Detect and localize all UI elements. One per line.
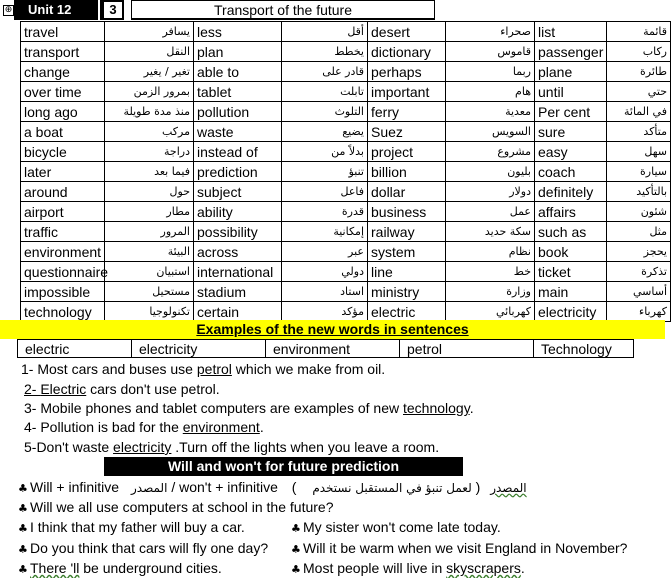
- formula-paren: ): [291, 479, 297, 495]
- vocab-english-word: tablet: [194, 82, 282, 102]
- vocab-english-word: transport: [21, 42, 105, 62]
- vocab-arabic-meaning: سهل: [607, 142, 671, 162]
- vocab-english-word: questionnaire: [21, 262, 105, 282]
- vocab-english-word: around: [21, 182, 105, 202]
- formula-will: Will + infinitive: [30, 479, 120, 495]
- vocab-row: [21, 262, 671, 282]
- vocab-english-word: plane: [535, 62, 607, 82]
- key-word: petrol: [196, 361, 232, 377]
- vocab-arabic-meaning: تابلت: [282, 82, 368, 102]
- example-text: Do you think that cars will fly one day?: [30, 540, 269, 556]
- vocab-arabic-meaning: عبر: [282, 242, 368, 262]
- vocab-arabic-meaning: البيئة: [105, 242, 194, 262]
- vocab-arabic-meaning: النقل: [105, 42, 194, 62]
- vocab-arabic-meaning: دراجة: [105, 142, 194, 162]
- vocab-row: [21, 42, 671, 62]
- vocab-english-word: Suez: [368, 122, 446, 142]
- vocab-english-word: over time: [21, 82, 105, 102]
- vocab-arabic-meaning: يضيع: [282, 122, 368, 142]
- vocab-row: [21, 122, 671, 142]
- example-sentence-2: [24, 381, 220, 397]
- vocab-english-word: dollar: [368, 182, 446, 202]
- vocab-arabic-meaning: نظام: [446, 242, 535, 262]
- sentence-text: 1- Most cars and buses use: [21, 361, 197, 377]
- vocab-row: [21, 102, 671, 122]
- vocab-arabic-meaning: التلوث: [282, 102, 368, 122]
- vocab-english-word: possibility: [194, 222, 282, 242]
- vocab-english-word: ferry: [368, 102, 446, 122]
- vocab-row: [21, 242, 671, 262]
- vocab-arabic-meaning: تكنولوجيا: [105, 302, 194, 322]
- sentence-text: cars don't use petrol.: [86, 381, 220, 397]
- vocab-arabic-meaning: استاد: [282, 282, 368, 302]
- vocab-arabic-meaning: ربما: [446, 62, 535, 82]
- vocab-arabic-meaning: مثل: [607, 222, 671, 242]
- examples-heading: Examples of the new words in sentences: [0, 320, 665, 339]
- example-text: Most people will live in: [303, 560, 447, 576]
- sentence-text: 3- Mobile phones and tablet computers are examples of new: [24, 400, 403, 416]
- formula-arabic-infinitive: المصدر: [490, 481, 527, 495]
- key-word: Electric: [40, 381, 87, 397]
- vocab-arabic-meaning: في المائة: [607, 102, 671, 122]
- key-word: technology: [403, 400, 470, 416]
- vocab-english-word: environment: [21, 242, 105, 262]
- example-sentence-3: [24, 400, 474, 416]
- vocab-arabic-meaning: تنبؤ: [282, 162, 368, 182]
- club-bullet-icon: ♣: [291, 543, 301, 556]
- formula-arabic-note: لعمل تنبؤ في المستقبل نستخدم: [312, 481, 472, 495]
- vocab-english-word: desert: [368, 22, 446, 42]
- vocab-english-word: line: [368, 262, 446, 282]
- example-sentence-1: [21, 361, 385, 377]
- future-example-1: [18, 499, 333, 515]
- vocab-arabic-meaning: حتي: [607, 82, 671, 102]
- vocabulary-table-body: [21, 22, 671, 322]
- vocab-english-word: impossible: [21, 282, 105, 302]
- vocab-arabic-meaning: أساسي: [607, 282, 671, 302]
- vocab-english-word: coach: [535, 162, 607, 182]
- example-sentence-4: [24, 419, 264, 435]
- page-title: Transport of the future: [131, 0, 435, 20]
- future-example-7: [291, 560, 525, 576]
- vocab-english-word: list: [535, 22, 607, 42]
- key-word: environment: [182, 419, 260, 435]
- vocab-english-word: electricity: [535, 302, 607, 322]
- vocab-english-word: billion: [368, 162, 446, 182]
- vocab-english-word: until: [535, 82, 607, 102]
- vocab-arabic-meaning: بدلاً من: [282, 142, 368, 162]
- vocab-english-word: affairs: [535, 202, 607, 222]
- club-bullet-icon: ♣: [18, 543, 28, 556]
- vocab-english-word: less: [194, 22, 282, 42]
- vocab-english-word: ticket: [535, 262, 607, 282]
- unit-number: 3: [100, 0, 124, 20]
- word-box: [17, 339, 634, 358]
- vocab-english-word: Per cent: [535, 102, 607, 122]
- club-bullet-icon: ♣: [18, 563, 28, 576]
- vocab-arabic-meaning: يسافر: [105, 22, 194, 42]
- vocab-arabic-meaning: معدية: [446, 102, 535, 122]
- vocab-arabic-meaning: قاموس: [446, 42, 535, 62]
- vocab-arabic-meaning: تغير / يغير: [105, 62, 194, 82]
- vocab-english-word: stadium: [194, 282, 282, 302]
- vocab-arabic-meaning: قدرة: [282, 202, 368, 222]
- vocab-english-word: instead of: [194, 142, 282, 162]
- sentence-number: 2-: [24, 381, 41, 397]
- vocab-arabic-meaning: قادر على: [282, 62, 368, 82]
- sentence-text: .: [469, 400, 474, 416]
- vocab-english-word: airport: [21, 202, 105, 222]
- vocab-arabic-meaning: عمل: [446, 202, 535, 222]
- example-text: I think that my father will buy a car.: [30, 519, 245, 535]
- example-text: .: [520, 560, 525, 576]
- vocab-arabic-meaning: مشروع: [446, 142, 535, 162]
- vocab-row: [21, 302, 671, 322]
- vocab-arabic-meaning: يخطط: [282, 42, 368, 62]
- club-bullet-icon: ♣: [291, 563, 301, 576]
- word-box-item: Technology: [534, 340, 634, 358]
- vocab-arabic-meaning: كهربائي: [446, 302, 535, 322]
- vocab-arabic-meaning: وزارة: [446, 282, 535, 302]
- vocab-english-word: passenger: [535, 42, 607, 62]
- vocab-english-word: business: [368, 202, 446, 222]
- future-example-6: [18, 560, 222, 576]
- vocab-arabic-meaning: ركاب: [607, 42, 671, 62]
- vocab-english-word: technology: [21, 302, 105, 322]
- vocab-english-word: electric: [368, 302, 446, 322]
- word-box-item: petrol: [400, 340, 534, 358]
- future-prediction-heading: Will and won't for future prediction: [104, 457, 463, 476]
- vocab-english-word: across: [194, 242, 282, 262]
- unit-label: Unit 12: [14, 0, 98, 20]
- vocab-english-word: bicycle: [21, 142, 105, 162]
- vocab-english-word: ability: [194, 202, 282, 222]
- sentence-text: 4- Pollution is bad for the: [24, 419, 183, 435]
- vocab-arabic-meaning: مستحيل: [105, 282, 194, 302]
- vocab-english-word: prediction: [194, 162, 282, 182]
- vocab-row: [21, 22, 671, 42]
- vocab-english-word: system: [368, 242, 446, 262]
- vocab-arabic-meaning: يحجز: [607, 242, 671, 262]
- vocab-arabic-meaning: خط: [446, 262, 535, 282]
- vocab-arabic-meaning: طائرة: [607, 62, 671, 82]
- formula-arabic-infinitive: المصدر: [130, 481, 168, 495]
- vocab-arabic-meaning: مطار: [105, 202, 194, 222]
- formula-wont: / won't + infinitive: [171, 479, 278, 495]
- vocab-row: [21, 282, 671, 302]
- formula-paren: (: [475, 479, 481, 495]
- word-box-row: [18, 340, 634, 358]
- future-example-4: [18, 540, 268, 556]
- vocab-row: [21, 202, 671, 222]
- vocab-arabic-meaning: شئون: [607, 202, 671, 222]
- example-sentence-5: [24, 439, 439, 455]
- vocab-arabic-meaning: المرور: [105, 222, 194, 242]
- vocab-row: [21, 82, 671, 102]
- vocab-arabic-meaning: استبيان: [105, 262, 194, 282]
- table-move-handle-icon[interactable]: ⊕: [4, 5, 13, 15]
- vocab-arabic-meaning: فيما بعد: [105, 162, 194, 182]
- example-text: There 'll: [30, 560, 80, 576]
- vocab-english-word: traffic: [21, 222, 105, 242]
- vocab-arabic-meaning: حول: [105, 182, 194, 202]
- vocab-arabic-meaning: أقل: [282, 22, 368, 42]
- vocab-english-word: such as: [535, 222, 607, 242]
- word-box-item: electric: [18, 340, 132, 358]
- club-bullet-icon: ♣: [291, 522, 301, 535]
- vocab-english-word: travel: [21, 22, 105, 42]
- vocab-row: [21, 62, 671, 82]
- sentence-text: 5-Don't waste: [24, 439, 114, 455]
- vocab-english-word: ministry: [368, 282, 446, 302]
- sentence-text: .Turn off the lights when you leave a room.: [171, 439, 440, 455]
- vocab-arabic-meaning: كهرباء: [607, 302, 671, 322]
- vocab-english-word: important: [368, 82, 446, 102]
- vocab-arabic-meaning: فاعل: [282, 182, 368, 202]
- grammar-formula: [18, 479, 527, 495]
- vocab-english-word: certain: [194, 302, 282, 322]
- vocab-arabic-meaning: سكة حديد: [446, 222, 535, 242]
- future-example-2: [18, 519, 245, 535]
- vocab-english-word: later: [21, 162, 105, 182]
- word-box-item: electricity: [132, 340, 266, 358]
- vocab-english-word: long ago: [21, 102, 105, 122]
- vocab-arabic-meaning: بالتأكيد: [607, 182, 671, 202]
- vocab-english-word: definitely: [535, 182, 607, 202]
- vocab-row: [21, 142, 671, 162]
- vocab-arabic-meaning: إمكانية: [282, 222, 368, 242]
- vocab-english-word: a boat: [21, 122, 105, 142]
- vocab-arabic-meaning: مؤكد: [282, 302, 368, 322]
- example-text: Will it be warm when we visit England in November?: [303, 540, 628, 556]
- vocab-english-word: dictionary: [368, 42, 446, 62]
- vocab-english-word: main: [535, 282, 607, 302]
- vocab-english-word: plan: [194, 42, 282, 62]
- header-bar: [0, 0, 665, 21]
- future-example-3: [291, 519, 501, 535]
- club-bullet-icon: ♣: [18, 482, 28, 495]
- vocab-english-word: sure: [535, 122, 607, 142]
- vocab-row: [21, 182, 671, 202]
- vocab-english-word: perhaps: [368, 62, 446, 82]
- vocab-arabic-meaning: سيارة: [607, 162, 671, 182]
- vocab-arabic-meaning: بليون: [446, 162, 535, 182]
- example-text: be underground cities.: [79, 560, 222, 576]
- vocab-arabic-meaning: مركب: [105, 122, 194, 142]
- vocab-english-word: easy: [535, 142, 607, 162]
- word-box-item: environment: [266, 340, 400, 358]
- future-example-5: [291, 540, 627, 556]
- vocab-arabic-meaning: صحراء: [446, 22, 535, 42]
- vocab-arabic-meaning: متأكد: [607, 122, 671, 142]
- vocab-arabic-meaning: دولي: [282, 262, 368, 282]
- example-text: skyscrapers: [446, 560, 521, 576]
- key-word: electricity: [113, 439, 172, 455]
- vocab-arabic-meaning: منذ مدة طويلة: [105, 102, 194, 122]
- vocab-arabic-meaning: دولار: [446, 182, 535, 202]
- club-bullet-icon: ♣: [18, 502, 28, 515]
- vocab-arabic-meaning: قائمة: [607, 22, 671, 42]
- vocab-arabic-meaning: هام: [446, 82, 535, 102]
- club-bullet-icon: ♣: [18, 522, 28, 535]
- example-text: Will we all use computers at school in the future?: [30, 499, 334, 515]
- vocab-row: [21, 162, 671, 182]
- vocab-english-word: book: [535, 242, 607, 262]
- vocab-arabic-meaning: بمرور الزمن: [105, 82, 194, 102]
- vocabulary-table: [20, 21, 671, 322]
- vocab-english-word: pollution: [194, 102, 282, 122]
- sentence-text: which we make from oil.: [231, 361, 386, 377]
- vocab-arabic-meaning: تذكرة: [607, 262, 671, 282]
- vocab-english-word: project: [368, 142, 446, 162]
- vocab-english-word: international: [194, 262, 282, 282]
- vocab-english-word: able to: [194, 62, 282, 82]
- vocab-english-word: railway: [368, 222, 446, 242]
- vocab-english-word: waste: [194, 122, 282, 142]
- sentence-text: .: [259, 419, 264, 435]
- vocab-arabic-meaning: السويس: [446, 122, 535, 142]
- vocab-english-word: subject: [194, 182, 282, 202]
- example-text: My sister won't come late today.: [303, 519, 501, 535]
- vocab-row: [21, 222, 671, 242]
- vocab-english-word: change: [21, 62, 105, 82]
